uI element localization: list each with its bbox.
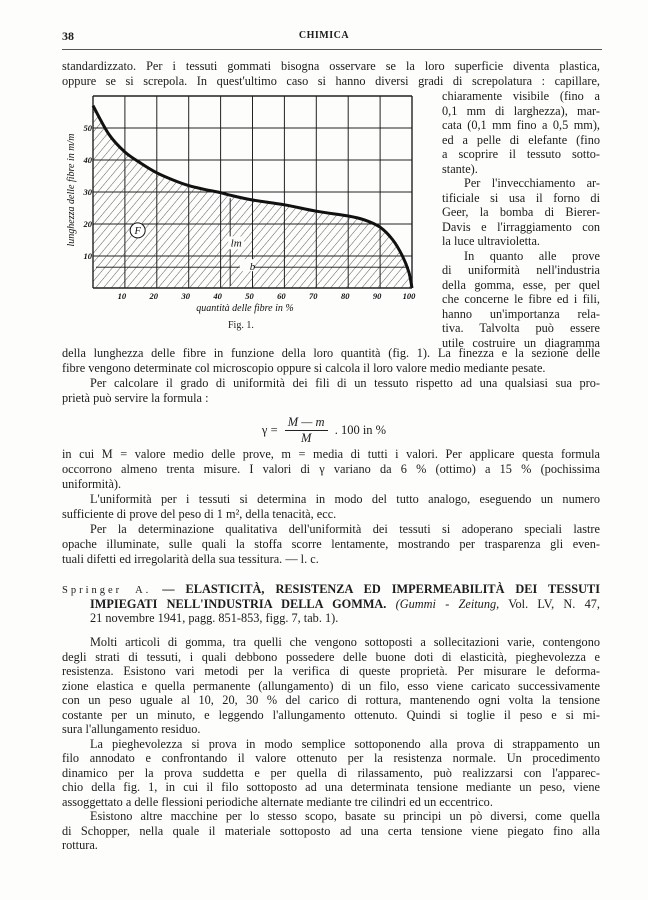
article-heading-line-2 [90,597,600,612]
x-tick-label: 30 [181,291,190,301]
x-tick-label: 40 [213,291,222,301]
article-line: di Schopper, nella quale il materiale sottoposto ad una certa tensione viene piegato fino alla [62,823,600,838]
area-label: F [134,225,141,237]
side-line: Per l'invecchiamento ar- [464,176,600,190]
article-line: Molti articoli di gomma, tra quelli che vengono sottoposti a sollecitazioni varie, contengono [90,635,600,649]
x-tick-label: 10 [117,291,127,301]
formula-suffix: . 100 in % [334,423,387,437]
body2-line: uniformità). [62,477,122,491]
article-line: resistenza. Esistono vari metodi per la verifica di queste proprietà. Per misurare le deforma- [62,664,600,678]
x-axis-label: quantità delle fibre in % [196,303,294,314]
side-line: chiaramente visibile (fino a [442,89,600,103]
body2-line: in cui M = valore medio delle prove, m = media di tutti i valori. Per applicare questa formula [62,447,600,461]
x-tick-label: 100 [402,291,416,301]
article-line: degli strati di tessuti, i quali debbono possedere delle buone doti di elasticità, pieghevolezza e [62,649,600,664]
formula-numerator: M — m [285,415,328,431]
side-line: a scoprire il tessuto sotto- [442,147,600,161]
side-line: Geer, la bomba di Bierer- [442,205,600,219]
side-line: utile costruire un diagramma [442,335,600,350]
side-line: di uniformità nell'industria [442,263,600,277]
x-tick-label: 50 [245,291,254,301]
body2-line: L'uniformità per i tessuti si determina in modo del tutto analogo, eseguendo un numero [90,492,600,506]
x-tick-label: 80 [340,291,350,301]
body-line: prietà può servire la formula : [62,391,209,405]
y-tick-label: 10 [83,251,92,261]
x-tick-label: 20 [149,291,159,301]
side-line: che concerne le fibre ed i fili, [442,292,600,306]
intro-line: oppure se si screpola. In quest'ultimo caso si hanno diversi gradi di screpolatura : capillare, [62,74,600,88]
article-author: Springer A. [62,585,152,596]
article-journal: (Gummi - Zeitung, [386,597,500,611]
article-heading-line-3: 21 novembre 1941, pagg. 851-853, figg. 7, tab. 1). [90,611,339,625]
article-line: Esistono altre macchine per lo stesso scopo, basate su principi un pò diversi, come quella [90,809,600,823]
figure-caption: Fig. 1. [228,320,254,331]
side-line: In quanto alle prove [464,248,600,263]
article-line: assoggettato a delle flessioni periodiche alternate mediante tre cilindri ed un eccentrico. [62,794,493,809]
page-number: 38 [62,29,74,43]
side-line: ed a pelle di elefante (fino [442,132,600,147]
article-heading-line-1 [62,582,600,597]
side-line: della gomma, esse, per quel [442,277,600,292]
formula-fraction [285,415,328,446]
side-line: stante). [442,161,478,176]
article-line: filo annodato e confrontando il valore ottenuto per la resistenza normale. Un procedimento [62,751,600,765]
side-line: Davis e l'irraggiamento con [442,219,600,234]
article-title-2: IMPIEGATI NELL'INDUSTRIA DELLA GOMMA. [90,597,387,611]
x-tick-label: 70 [309,291,318,301]
y-tick-label: 30 [83,187,92,197]
side-line: cata (0,1 mm fino a 0,5 mm), [442,118,600,132]
article-line: con un peso uguale al 10, 20, 30 % del carico di rottura, mantenendo ogni volta la tensione [62,693,600,707]
mean-length-label: lm [230,237,242,250]
intro-line: standardizzato. Per i tessuti gommati bisogna osservare se la loro superficie diventa plastica, [62,59,600,73]
body2-line: sufficiente di prove del peso di 1 m², della tenacità, ecc. [62,507,337,521]
y-tick-label: 50 [83,123,92,133]
body2-line: tuali difetti ed irregolarità della sua tessitura. — l. c. [62,552,319,566]
body2-line: Per la determinazione qualitativa dell'uniformità dei tessuti si adoperano speciali lastre [90,522,600,536]
body-line: della lunghezza delle fibre in funzione della loro quantità (fig. 1). La finezza e la sezione delle [62,346,600,360]
body2-line: occorrono almeno trenta misure. I valori di γ variano da 6 % (ottimo) a 15 % (pochissima [62,462,600,476]
y-tick-label: 20 [83,219,92,229]
y-tick-label: 40 [83,155,92,165]
article-line: chio della fig. 1, in cui il filo sottoposto ad una determinata tensione mediante un peso, viene [62,780,600,794]
x-tick-label: 90 [372,291,382,301]
uniformity-formula [0,415,648,447]
side-line: tificiale si usa il forno di [442,190,600,205]
article-title-1: — ELASTICITÀ, RESISTENZA ED IMPERMEABILITÀ DEI TESSUTI [151,582,600,596]
body-line: fibre vengono determinate col microscopio oppure si calcola il loro valore medio mediante pesate. [62,361,546,375]
article-line: dinamico per la prova suddetta e per quella di rilassamento, può realizzarsi con l'apparec- [62,765,600,780]
formula-denominator: M [300,431,312,445]
article-line: costante per un minuto, e leggendo l'allungamento ottenuto. Quindi si toglie il peso e si mi- [62,707,600,722]
side-line: 0,1 mm di larghezza), mar- [442,103,600,118]
running-title: CHIMICA [298,30,350,41]
article-line: rottura. [62,838,98,852]
article-line: zione elastica e quella permanente (allungamento) di un filo, esso viene caricato successivamente [62,678,600,693]
article-volume: Vol. LV, N. 47, [499,597,600,611]
body2-line: opache illuminate, sulle quali la stoffa scorre lentamente, mostrando per trasparenza gli even- [62,537,600,551]
side-line: hanno un'importanza rela- [442,306,600,321]
width-label: b [249,261,256,274]
article-line: sura l'allungamento residuo. [62,722,201,736]
y-axis-label: lunghezza delle fibre in m/m [66,133,77,247]
article-line: La pieghevolezza si prova in modo semplice sottoponendo alla prova di strappamento un [90,736,600,751]
x-tick-label: 60 [277,291,286,301]
side-line: la luce ultravioletta. [442,234,540,248]
side-line: tiva. Talvolta può essere [442,321,600,335]
formula-lhs: γ = [261,423,278,437]
body-line: Per calcolare il grado di uniformità dei fili di un tessuto rispetto ad una qualsiasi sua pro- [90,376,600,390]
